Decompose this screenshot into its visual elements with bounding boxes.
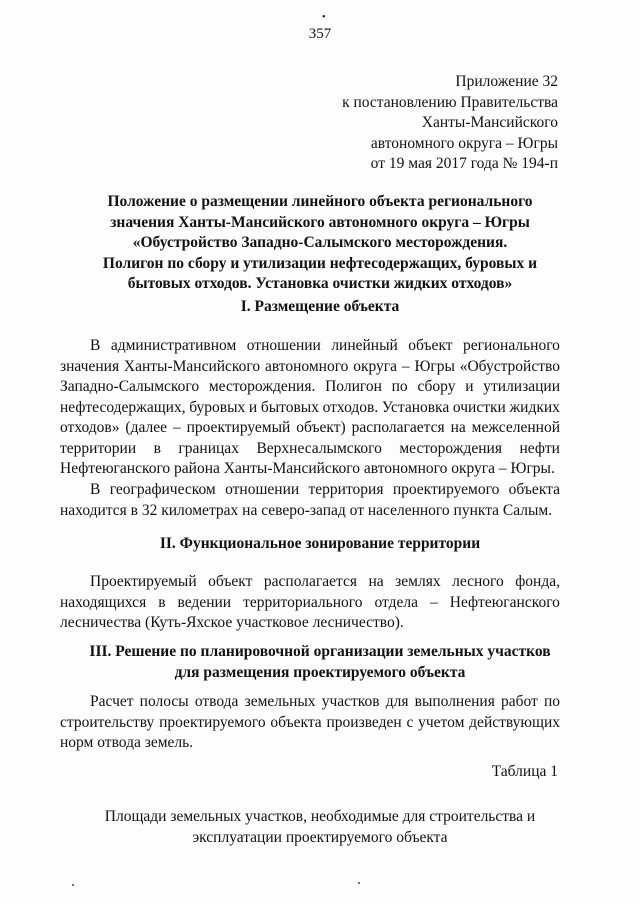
paragraph-word: Верхнесалымского: [256, 439, 382, 457]
paragraph-line: норм отвода земель.: [60, 734, 194, 751]
paragraph-word: в: [158, 593, 166, 611]
paragraph-line: [60, 439, 560, 460]
appendix-line: автономного округа – Югры: [370, 134, 558, 152]
paragraph-word: отношении: [225, 481, 300, 498]
table-caption-line: Площади земельных участков, необходимые для строительства и: [104, 808, 536, 825]
paragraph-word: Ханты-Мансийского: [123, 357, 261, 375]
paragraph-word: географическом: [109, 481, 216, 498]
paragraph-word: В: [90, 337, 101, 354]
section-heading-text: I. Размещение объекта: [240, 298, 400, 315]
title-line: бытовых отходов. Установка очистки жидких отходов»: [127, 275, 513, 292]
appendix-line: Приложение 32: [455, 73, 558, 90]
section-1-paragraph-2: [60, 480, 560, 521]
paragraph-word: жидких: [509, 398, 560, 416]
paragraph-word: выполнения: [414, 693, 495, 710]
paragraph-word: месторождения: [399, 439, 502, 457]
paragraph-word: Нефтеюганского: [449, 593, 560, 611]
paragraph-word: (далее: [125, 419, 167, 436]
paragraph-word: располагается: [263, 573, 357, 590]
paragraph-word: утилизации: [483, 378, 560, 395]
paragraph-word: объекта: [270, 713, 322, 731]
paragraph-word: месторождения.: [208, 378, 316, 395]
paragraph-word: отношении: [246, 337, 321, 354]
section-2-heading: [60, 534, 580, 555]
paragraph-word: сбору: [417, 378, 456, 395]
paragraph-word: проектируемого: [159, 713, 266, 731]
paragraph-word: бытовых: [260, 398, 319, 416]
section-heading-text: II. Функциональное зонирование территории: [159, 535, 481, 552]
paragraph-word: территории: [60, 439, 137, 457]
paragraph-word: буровых: [189, 398, 246, 416]
paragraph-word: Западно-Салымского: [60, 378, 200, 395]
paragraph-word: проектируемого: [392, 481, 500, 498]
section-heading-line: для размещения проектируемого объекта: [174, 663, 466, 681]
appendix-line: Ханты-Мансийского: [421, 114, 558, 131]
paragraph-word: отдела: [374, 593, 418, 611]
paragraph-word: –: [401, 357, 410, 375]
paragraph-word: границах: [178, 439, 239, 457]
paragraph-word: и: [465, 378, 474, 395]
section-3-heading: [60, 642, 580, 683]
paragraph-word: нефти: [519, 439, 560, 457]
paragraph-word: учетом: [418, 713, 465, 731]
appendix-line: от 19 мая 2017 года № 194-п: [370, 155, 558, 172]
paragraph-word: земельных: [244, 693, 316, 710]
section-1-heading: [60, 297, 580, 318]
paragraph-word: по: [391, 378, 408, 395]
paragraph-word: В: [90, 481, 101, 498]
paragraph-line: [60, 480, 560, 501]
paragraph-line: [60, 357, 560, 378]
paragraph-word: административном: [110, 337, 237, 354]
paragraph-word: территориального: [243, 593, 363, 611]
paragraph-word: «Обустройство: [459, 357, 560, 375]
table-label: Таблица 1: [491, 763, 558, 780]
paragraph-word: действующих: [469, 713, 560, 731]
paragraph-word: отвода: [194, 693, 239, 710]
paragraph-word: округа: [353, 357, 398, 375]
paragraph-word: отходов.: [322, 398, 379, 416]
paragraph-word: нефтесодержащих,: [60, 398, 186, 416]
paragraph-word: объекта: [508, 481, 560, 498]
paragraph-word: с: [406, 713, 414, 731]
paragraph-word: работ: [500, 693, 538, 710]
appendix-line: к постановлению Правительства: [342, 93, 558, 111]
paragraph-line: [60, 336, 560, 357]
paragraph-word: ведении: [177, 593, 232, 611]
scan-speck: [358, 882, 360, 884]
document-title: [60, 192, 580, 295]
paragraph-line: Нефтеюганского района Ханты-Мансийского автономного округа – Югры.: [60, 460, 555, 477]
paragraph-line: [60, 713, 560, 734]
paragraph-word: располагается: [351, 419, 445, 436]
paragraph-word: проектируемый: [186, 419, 291, 436]
title-line: значения Ханты-Мансийского автономного округа – Югры: [110, 213, 530, 231]
paragraph-word: лесного: [452, 573, 504, 590]
paragraph-word: землях: [395, 573, 441, 590]
paragraph-word: на: [368, 573, 384, 590]
paragraph-word: Расчет: [90, 693, 134, 710]
title-line: Полигон по сбору и утилизации нефтесодержащих, буровых и: [102, 254, 538, 272]
paragraph-word: участков: [321, 693, 380, 710]
paragraph-word: и: [248, 398, 258, 416]
paragraph-word: межселенной: [471, 419, 560, 436]
section-heading-line: III. Решение по планировочной организации земельных участков: [89, 643, 551, 660]
paragraph-word: Полигон: [325, 378, 382, 395]
paragraph-word: –: [430, 593, 438, 611]
page-number: 357: [308, 26, 332, 42]
section-3-paragraph-1: [60, 692, 560, 754]
appendix-block: [342, 72, 558, 175]
paragraph-word: регионального: [463, 337, 560, 354]
paragraph-word: произведен: [326, 713, 402, 731]
paragraph-word: фонда,: [515, 573, 560, 590]
paragraph-line: [60, 692, 560, 713]
paragraph-word: очистки: [452, 398, 506, 416]
title-line: «Обустройство Западно-Салымского месторождения.: [132, 234, 508, 251]
paragraph-line: [60, 377, 560, 398]
paragraph-line: лесничества (Куть-Яхское участковое лесничество).: [60, 614, 404, 631]
title-line: Положение о размещении линейного объекта регионального: [107, 193, 533, 210]
paragraph-word: Проектируемый: [90, 573, 197, 590]
paragraph-line: находится в 32 километрах на северо-запад от населенного пункта Салым.: [60, 501, 553, 519]
paragraph-word: автономного: [264, 357, 349, 375]
paragraph-word: по: [543, 693, 560, 710]
paragraph-word: значения: [60, 357, 120, 375]
paragraph-word: полосы: [139, 693, 189, 710]
scan-speck: •: [322, 12, 326, 23]
paragraph-line: [60, 593, 560, 614]
paragraph-word: линейный: [331, 337, 398, 354]
paragraph-word: –: [172, 419, 181, 436]
paragraph-word: Установка: [381, 398, 450, 416]
paragraph-line: [60, 418, 560, 439]
paragraph-word: на: [450, 419, 466, 436]
section-2-paragraph-1: [60, 572, 560, 634]
paragraph-word: объект: [408, 337, 453, 354]
paragraph-word: находящихся: [60, 593, 147, 611]
paragraph-word: объект): [296, 419, 346, 436]
paragraph-word: Югры: [414, 357, 455, 375]
paragraph-line: [60, 572, 560, 593]
table-caption-line: эксплуатации проектируемого объекта: [192, 828, 448, 846]
paragraph-word: для: [385, 693, 409, 710]
section-1-paragraph-1: [60, 336, 560, 480]
scan-speck: [72, 884, 74, 886]
paragraph-word: отходов»: [60, 419, 120, 436]
paragraph-word: территория: [308, 481, 384, 498]
paragraph-word: объект: [208, 573, 253, 590]
paragraph-line: [60, 398, 560, 419]
table-caption: [60, 807, 580, 848]
paragraph-word: в: [153, 439, 161, 457]
paragraph-word: строительству: [60, 713, 155, 731]
